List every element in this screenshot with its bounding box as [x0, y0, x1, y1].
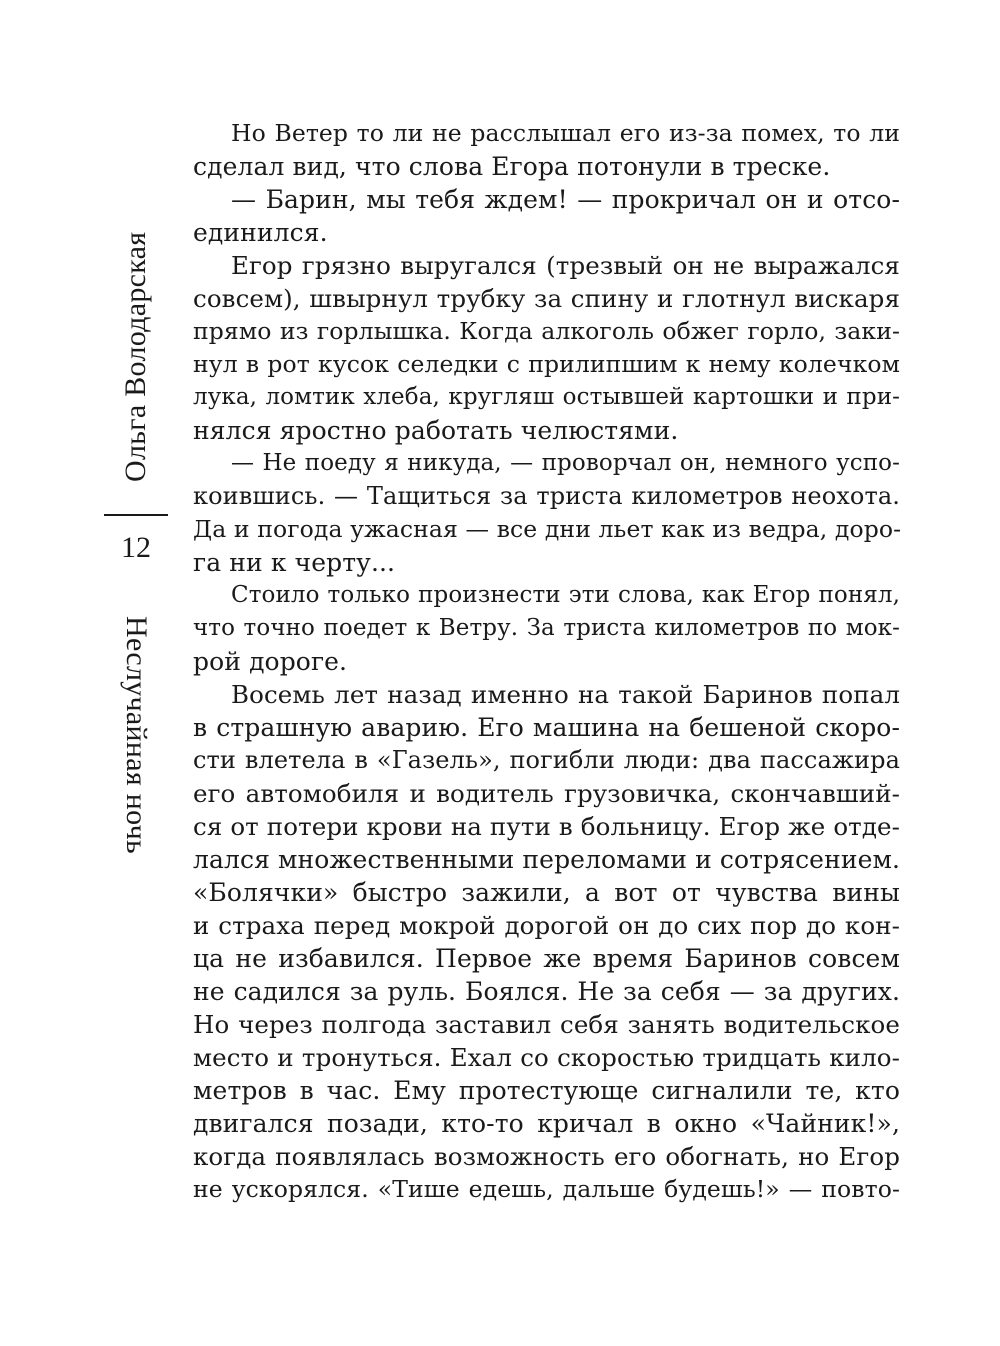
text-line: рой дороге.: [193, 647, 348, 676]
text-line: коившись. — Тащиться за триста километров неохота.: [193, 482, 900, 510]
text-line: лался множественными переломами и сотрясением.: [193, 845, 901, 874]
text-line: и страха перед мокрой дорогой он до сих пор до кон-: [193, 911, 900, 940]
text-line: ся от потери крови на пути в больницу. Егор же отде-: [193, 812, 900, 841]
text-line: место и тронуться. Ехал со скоростью тридцать кило-: [193, 1043, 900, 1072]
book-title: Неслучайная ночь: [120, 616, 153, 854]
text-line: что точно поедет к Ветру. За триста километров по мок-: [193, 615, 900, 641]
text-line: Но Ветер то ли не расслышал его из-за помех, то ли: [231, 119, 900, 147]
text-line: двигался позади, кто-то кричал в окно «Чайник!»,: [193, 1109, 900, 1138]
text-line: га ни к черту...: [193, 548, 396, 577]
text-line: Но через полгода заставил себя занять водительское: [193, 1010, 900, 1039]
text-line: метров в час. Ему протестующе сигналили те, кто: [193, 1076, 900, 1105]
text-line: сти влетела в «Газель», погибли люди: два пассажира: [193, 746, 900, 774]
text-line: его автомобиля и водитель грузовичка, скончавший-: [193, 779, 900, 808]
text-line: Егор грязно выругался (трезвый он не выражался: [231, 251, 900, 280]
text-line: единился.: [193, 218, 328, 247]
body-text: [193, 117, 900, 1206]
text-line: не садился за руль. Боялся. Не за себя — за других.: [193, 977, 900, 1006]
text-line: когда появлялась возможность его обогнать, но Егор: [193, 1142, 900, 1171]
text-line: Восемь лет назад именно на такой Баринов попал: [231, 680, 900, 709]
running-head-divider: [104, 514, 168, 516]
text-line: ца не избавился. Первое же время Баринов совсем: [193, 944, 900, 973]
text-line: нялся яростно работать челюстями.: [193, 416, 679, 445]
text-line: не ускорялся. «Тише едешь, дальше будешь!» — повто-: [193, 1175, 900, 1203]
text-line: нул в рот кусок селедки с прилипшим к нему колечком: [193, 350, 900, 378]
text-line: совсем), швырнул трубку за спину и глотнул вискаря: [193, 284, 900, 313]
text-line: Стоило только произнести эти слова, как Егор понял,: [231, 582, 900, 608]
text-line: «Болячки» быстро зажили, а вот от чувства вины: [193, 878, 900, 907]
page-number: 12: [121, 531, 151, 564]
text-line: в страшную аварию. Его машина на бешеной скоро-: [193, 713, 900, 742]
text-line: лука, ломтик хлеба, кругляш остывшей картошки и при-: [193, 384, 900, 410]
text-line: сделал вид, что слова Егора потонули в треске.: [193, 152, 831, 181]
text-line: Да и погода ужасная — все дни льет как из ведра, доро-: [193, 515, 902, 543]
text-line: — Не поеду я никуда, — проворчал он, немного успо-: [231, 450, 900, 476]
author-name: Ольга Володарская: [119, 231, 152, 482]
text-line: прямо из горлышка. Когда алкоголь обжег горло, заки-: [193, 317, 900, 345]
running-head: [100, 231, 172, 898]
text-line: — Барин, мы тебя ждем! — прокричал он и отсо-: [231, 185, 900, 214]
